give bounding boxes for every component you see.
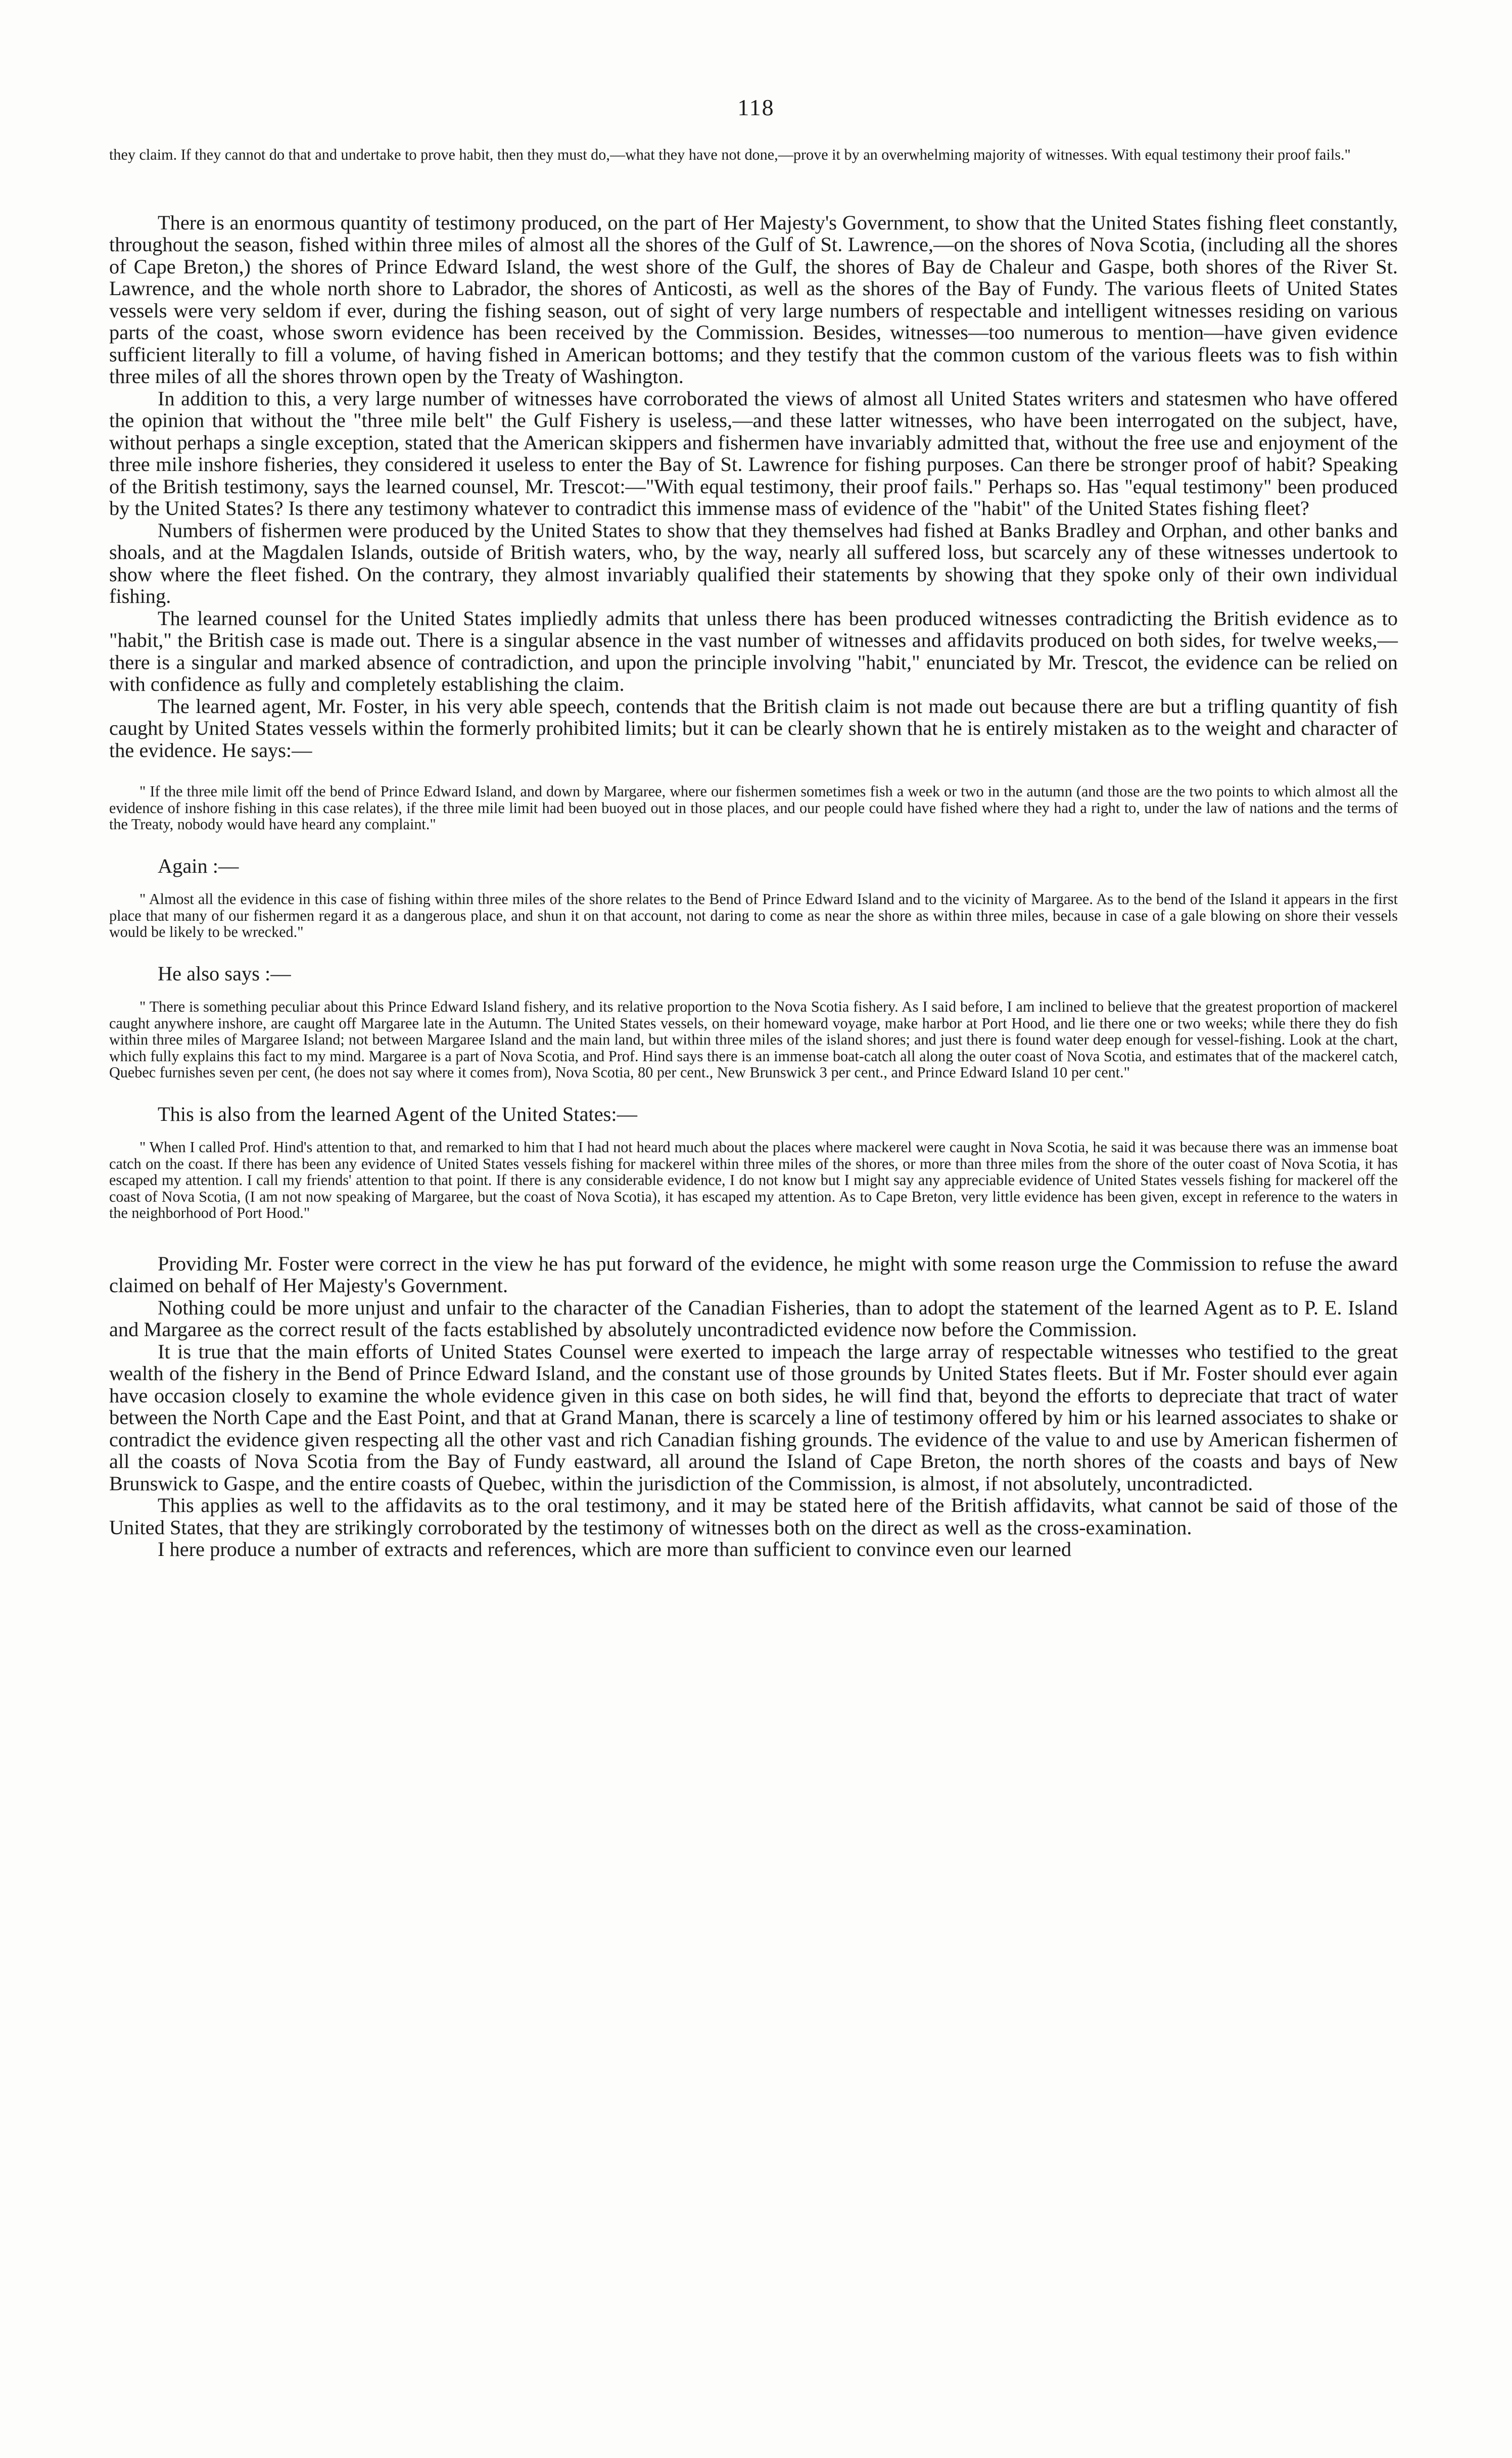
- paragraph: The learned counsel for the United States impliedly admits that unless there has been produced witnesses contradicting the British evidence as to "habit," the British case is made out. There is a singular absence in the vast number of witnesses and affidavits produced on both sides, for twelve weeks,—there is a singular and marked absence of contradiction, and upon the principle involving "habit," enunciated by Mr. Trescot, the evidence can be relied on with confidence as fully and completely establishing the claim.: [109, 606, 1398, 695]
- quote-intro: He also says :—: [158, 962, 291, 985]
- paragraph: The learned agent, Mr. Foster, in his very able speech, contends that the British claim is not made out because there are but a trifling quantity of fish caught by United States vessels within the formerly prohibited limits; but it can be clearly shown that he is entirely mistaken as to the weight and character of the evidence. He says:—: [109, 694, 1398, 762]
- text-column: [109, 147, 1398, 1561]
- block-quote: " When I called Prof. Hind's attention to that, and remarked to him that I had not heard much about the places where mackerel were caught in Nova Scotia, he said it was because there was an immense boat catch on the coast. If there has been any evidence of United States vessels fishing for mackerel within three miles of the shores, or more than three miles from the shore of the outer coast of Nova Scotia, it has escaped my attention. I call my friends' attention to that point. If there is any considerable evidence, I do not know but I might say any appreciable evidence of United States vessels fishing for mackerel off the coast of Nova Scotia, (I am not now speaking of Margaree, but the coast of Nova Scotia), it has escaped my attention. As to Cape Breton, very little evidence has been given, except in reference to the waters in the neighborhood of Port Hood.": [109, 1139, 1398, 1221]
- block-quote: " If the three mile limit off the bend of Prince Edward Island, and down by Margaree, where our fishermen sometimes fish a week or two in the autumn (and those are the two points to which almost all the evidence of inshore fishing in this case relates), if the three mile limit had been buoyed out in those places, and our people could have fished where they had a right to, under the law of nations and the terms of the Treaty, nobody would have heard any complaint.": [109, 783, 1398, 833]
- paragraph: Numbers of fishermen were produced by the United States to show that they themselves had fished at Banks Bradley and Orphan, and other banks and shoals, and at the Magdalen Islands, outside of British waters, who, by the way, nearly all suffered loss, but scarcely any of these witnesses undertook to show where the fleet fished. On the contrary, they almost invariably qualified their statements by showing that they spoke only of their own individual fishing.: [109, 518, 1398, 607]
- paragraph: There is an enormous quantity of testimony produced, on the part of Her Majesty's Government, to show that the United States fishing fleet constantly, throughout the season, fished within three miles of almost all the shores of the Gulf of St. Lawrence,—on the shores of Nova Scotia, (including all the shores of Cape Breton,) the shores of Prince Edward Island, the west shore of the Gulf, the shores of Bay de Chaleur and Gaspe, both shores of the River St. Lawrence, and the whole north shore to Labrador, the shores of Anticosti, as well as the shores of the Bay of Fundy. The various fleets of United States vessels were very seldom if ever, during the fishing season, out of sight of very large numbers of respectable and intelligent witnesses residing on various parts of the coast, whose sworn evidence has been received by the Commission. Besides, witnesses—too numerous to mention—have given evidence sufficient literally to fill a volume, of having fished in American bottoms; and they testify that the common custom of the various fleets was to fish within three miles of all the shores thrown open by the Treaty of Washington.: [109, 211, 1398, 388]
- paragraph: I here produce a number of extracts and references, which are more than sufficient to convince even our learned: [158, 1538, 1072, 1561]
- paragraph: It is true that the main efforts of United States Counsel were exerted to impeach the large array of respectable witnesses who testified to the great wealth of the fishery in the Bend of Prince Edward Island, and the constant use of those grounds by United States fleets. But if Mr. Foster should ever again have occasion closely to examine the whole evidence given in this case on both sides, he will find that, beyond the efforts to depreciate that tract of water between the North Cape and the East Point, and that at Grand Manan, there is scarcely a line of testimony offered by him or his learned associates to shake or contradict the evidence given respecting all the other vast and rich Canadian fishing grounds. The evidence of the value to and use by American fishermen of all the coasts of Nova Scotia from the Bay of Fundy eastward, all around the Island of Cape Breton, the north shores of the coasts and bays of New Brunswick to Gaspe, and the entire coasts of Quebec, within the jurisdiction of the Commission, is almost, if not absolutely, uncontradicted.: [109, 1340, 1398, 1495]
- block-quote: " There is something peculiar about this Prince Edward Island fishery, and its relative proportion to the Nova Scotia fishery. As I said before, I am inclined to believe that the greatest proportion of mackerel caught anywhere inshore, are caught off Margaree late in the Autumn. The United States vessels, on their homeward voyage, make harbor at Port Hood, and lie there one or two weeks; while there they do fish within three miles of Margaree Island; not between Margaree Island and the main land, but within three miles of the island shores; and just there is found water deep enough for vessel-fishing. Look at the chart, which fully explains this fact to my mind. Margaree is a part of Nova Scotia, and Prof. Hind says there is an immense boat-catch all along the outer coast of Nova Scotia, and estimates that of the mackerel catch, Quebec furnishes seven per cent, (he does not say where it comes from), Nova Scotia, 80 per cent., New Brunswick 3 per cent., and Prince Edward Island 10 per cent.": [109, 998, 1398, 1081]
- quote-intro: Again :—: [158, 854, 239, 877]
- paragraph: This applies as well to the affidavits as to the oral testimony, and it may be stated here of the British affidavits, what cannot be said of those of the United States, that they are strikingly corroborated by the testimony of witnesses both on the direct as well as the cross-examination.: [109, 1494, 1398, 1539]
- lead-in-quote: they claim. If they cannot do that and undertake to prove habit, then they must do,—what they have not done,—prove it by an overwhelming majority of witnesses. With equal testimony their proof fails.": [109, 146, 1351, 163]
- block-quote: " Almost all the evidence in this case of fishing within three miles of the shore relates to the Bend of Prince Edward Island and to the vicinity of Margaree. As to the bend of the Island it appears in the first place that many of our fishermen regard it as a dangerous place, and shun it on that account, not daring to come as near the shore as within three miles, because in case of a gale blowing on shore their vessels would be likely to be wrecked.": [109, 890, 1398, 940]
- quote-intro: This is also from the learned Agent of the United States:—: [158, 1102, 637, 1125]
- paragraph: Nothing could be more unjust and unfair to the character of the Canadian Fisheries, than to adopt the statement of the learned Agent as to P. E. Island and Margaree as the correct result of the facts established by absolutely uncontradicted evidence now before the Commission.: [109, 1296, 1398, 1341]
- page-number: 118: [737, 94, 775, 120]
- paragraph: Providing Mr. Foster were correct in the view he has put forward of the evidence, he might with some reason urge the Commission to refuse the award claimed on behalf of Her Majesty's Government.: [109, 1252, 1398, 1297]
- paragraph: In addition to this, a very large number of witnesses have corroborated the views of almost all United States writers and statesmen who have offered the opinion that without the "three mile belt" the Gulf Fishery is useless,—and these latter witnesses, who have been interrogated on the subject, have, without perhaps a single exception, stated that the American skippers and fishermen have invariably admitted that, without the free use and enjoyment of the three mile inshore fisheries, they considered it useless to enter the Bay of St. Lawrence for fishing purposes. Can there be stronger proof of habit? Speaking of the British testimony, says the learned counsel, Mr. Trescot:—"With equal testimony, their proof fails." Perhaps so. Has "equal testimony" been produced by the United States? Is there any testimony whatever to contradict this immense mass of evidence of the "habit" of the United States fishing fleet?: [109, 387, 1398, 519]
